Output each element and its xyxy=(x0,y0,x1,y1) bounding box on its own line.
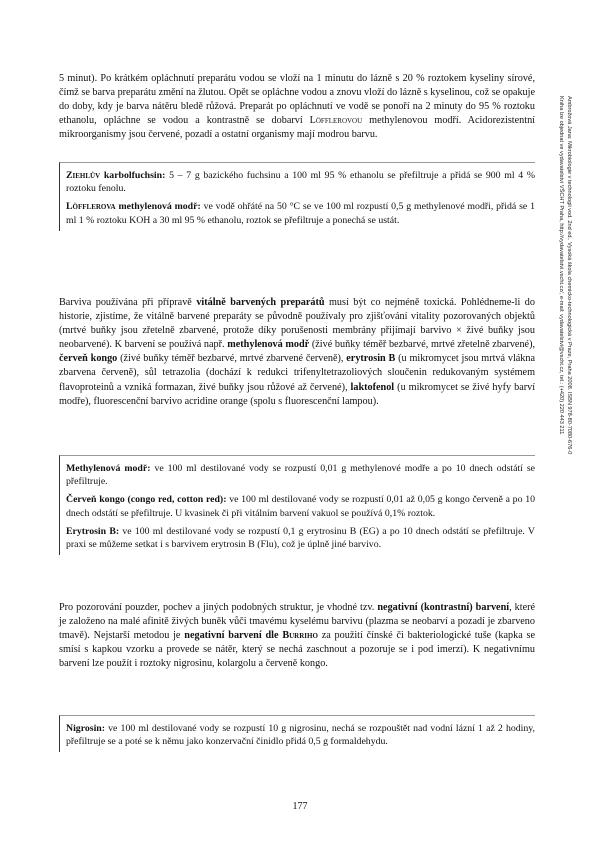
recipe-congo-red: Červeň kongo (congo red, cotton red): ve 100 ml destilované vody se rozpustí 0,01 až 0,05 g kongo červeně a po 10 dnech odstátí se přefiltruje. U kvasinek či při vitálním barvení vakuol se používá 0,1% roztok. xyxy=(66,494,536,519)
sidebar-citation xyxy=(548,96,572,696)
recipe-box-nigrosin xyxy=(59,715,535,752)
recipe-box-ziehl-loffler xyxy=(59,162,535,231)
recipe-ziehl: Ziehlův karbolfuchsin: 5 – 7 g bazického fuchsinu a 100 ml 95 % ethanolu se přefiltruje a přidá se 900 ml 4 % roztoku fenolu. xyxy=(66,170,535,195)
recipe-erythrosin: Erytrosin B: ve 100 ml destilované vody se rozpustí 0,1 g erytrosinu B (EG) a po 10 dnech odstátí se přefiltruje. V praxi se můžeme setkat i s barvivem erytrosin B (Flu), což je úplně jiné barvivo. xyxy=(66,525,536,551)
paragraph-intro: 5 minut). Po krátkém opláchnutí preparátu vodou se vloží na 1 minutu do lázně s 20 % roztokem kyseliny sírové, čímž se barva preparátu změní na žlutou. Opět se opláchne vodou a znovu vloží do lázně s kyselinou, což se opakuje do doby, kdy je barva nátěru bledě růžová. Preparát po opláchnutí ve vodě se ponoří na 2 minuty do 95 % roztoku ethanolu, opláchne se vodou a kontrastně se dobarví Löfflerovou methylenovou modří. Acidorezistentní mikroorganismy jsou červené, pozadí a ostatní organismy mají modrou barvu. xyxy=(59,73,536,141)
recipe-box-vital-dyes xyxy=(59,455,535,555)
citation-line-1: Ambrožová Jana: Mikrobiologie v technologii vod. 2nd ed.. Vysoká škola chemicko-technologická v Praze, Praha 2008. ISBN 978-80-7080-676-0 xyxy=(566,96,572,455)
citation-line-2: Kniha lze objednat ve vydavatelství VŠCHT Praha, http://vydavatelstvi.vscht.cz/, e-mail: vydavatelstvi@vscht.cz, tel.: (+420) 220 443 211 xyxy=(558,96,565,435)
recipe-loffler: Löfflerova methylenová modř: ve vodě ohřáté na 50 °C se ve 100 ml rozpustí 0,5 g methylenové modři, přidá se 1 ml 1 % roztoku KOH a 30 ml 95 % ethanolu, roztok se přefiltruje a ponechá se ustát. xyxy=(66,201,536,226)
paragraph-negative-staining: Pro pozorování pouzder, pochev a jiných podobných struktur, je vhodné tzv. negativní (kontrastní) barvení, které je založeno na malé afinitě živých buněk vůči tmavému kyselému barvivu (plazma se neobarví a pozadí je zbarveno tmavě). Nejstarší metodou je negativní barvení dle Burriho za použití čínské či bakteriologické tuše (kapka se smísí s kapkou vzorku a provede se nátěr, který se nechá zaschnout a pozoruje se i pod imerzí). K negativnímu barvení lze použít i roztoky nigrosinu, kolargolu a červeně kongo. xyxy=(59,602,536,670)
paragraph-vital-staining: Barviva používána při přípravě vitálně barvených preparátů musí být co nejméně toxická. Pohlédneme-li do historie, zjistíme, že vitálně barvené preparáty se původně používaly pro zjišťování vitality pozorovaných objektů (mrtvé buňky jsou zřetelně zbarvené, protože díky porušenosti membrány přijímají barvivo × živé buňky jsou neobarvené). K barvení se používá např. methylenová modř (živé buňky téměř bezbarvé, mrtvé zřetelně zbarvené), červeň kongo (živé buňky téměř bezbarvé, mrtvé zbarvené červeně), erytrosin B (u mikromycet jsou mrtvá vlákna zbarvena červeně), sůl tetrazolia (dochází k redukci trifenyltetrazoliových sloučenin redukovaným systémem flavoproteinů a vzniká formazan, živé buňky jsou růžové až červené), laktofenol (u mikromycet se živé hyfy barví modře), fluorescenční barvivo acridine orange (spolu s fluorescenční lampou). xyxy=(59,297,536,407)
recipe-nigrosin: Nigrosin: ve 100 ml destilované vody se rozpustí 10 g nigrosinu, nechá se rozpouštět nad vodní lázní 1 až 2 hodiny, přefiltruje se a poté se k němu jako konzervační činidlo přidá 0,5 g formaldehydu. xyxy=(66,723,535,748)
page-number: 177 xyxy=(292,801,308,812)
recipe-methylene-blue: Methylenová modř: ve 100 ml destilované vody se rozpustí 0,01 g methylenové modře a po 10 dnech odstátí se přefiltruje. xyxy=(66,463,535,488)
